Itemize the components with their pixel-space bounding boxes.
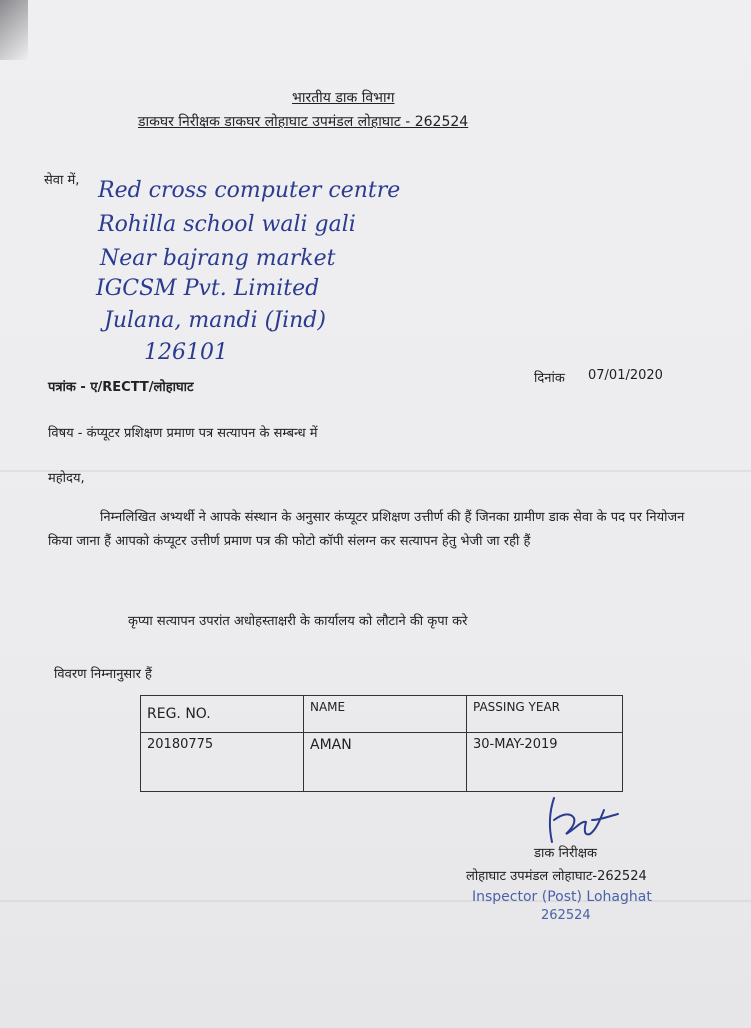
column-header-reg-no: REG. NO. (141, 696, 304, 733)
address-line: IGCSM Pvt. Limited (96, 276, 320, 301)
reference-number: पत्रांक - ए/RECTT/लोहाघाट (48, 380, 194, 395)
fold-line (0, 470, 751, 472)
details-label: विवरण निम्नानुसार हैं (54, 667, 152, 682)
candidate-table (140, 695, 623, 792)
stamp-line: Inspector (Post) Lohaghat (472, 889, 652, 905)
office-heading: डाकघर निरीक्षक डाकघर लोहाघाट उपमंडल लोहाघाट - 262524 (138, 114, 469, 130)
scan-shadow (0, 0, 28, 60)
cell-passing-year: 30-MAY-2019 (467, 733, 623, 792)
address-line: 126101 (144, 340, 228, 365)
table-header-row (141, 696, 623, 733)
greeting: महोदय, (48, 471, 85, 486)
stamp-pin: 262524 (541, 908, 591, 923)
date-label: दिनांक (534, 371, 565, 386)
body-paragraph: निम्नलिखित अभ्यर्थी ने आपके संस्थान के अनुसार कंप्यूटर प्रशिक्षण उत्तीर्ण की हैं जिनका ग्रामीण डाक सेवा के पद पर नियोजन किया जाना हैं आपको कंप्यूटर उत्तीर्ण प्रमाण पत्र की फोटो कॉपी संलग्न कर सत्यापन हेतु भेजी जा रही हैं (48, 510, 685, 549)
address-line: Rohilla school wali gali (98, 212, 356, 237)
column-header-name: NAME (304, 696, 467, 733)
request-paragraph: कृप्या सत्यापन उपरांत अधोहस्ताक्षरी के कार्यालय को लौटाने की कृपा करे (128, 614, 468, 629)
address-line: Near bajrang market (100, 246, 336, 271)
signature-image (540, 790, 620, 850)
address-line: Red cross computer centre (98, 178, 401, 203)
table-row (141, 733, 623, 792)
address-line: Julana, mandi (Jind) (104, 308, 326, 333)
salutation-label: सेवा में, (44, 173, 80, 188)
cell-reg-no: 20180775 (141, 733, 304, 792)
date-value: 07/01/2020 (588, 368, 663, 383)
column-header-passing-year: PASSING YEAR (467, 696, 623, 733)
signatory-title: डाक निरीक्षक (534, 846, 598, 861)
signatory-office: लोहाघाट उपमंडल लोहाघाट-262524 (466, 869, 647, 884)
subject-line: विषय - कंप्यूटर प्रशिक्षण प्रमाण पत्र सत्यापन के सम्बन्ध में (48, 426, 318, 441)
cell-name: AMAN (304, 733, 467, 792)
department-heading: भारतीय डाक विभाग (292, 90, 395, 106)
